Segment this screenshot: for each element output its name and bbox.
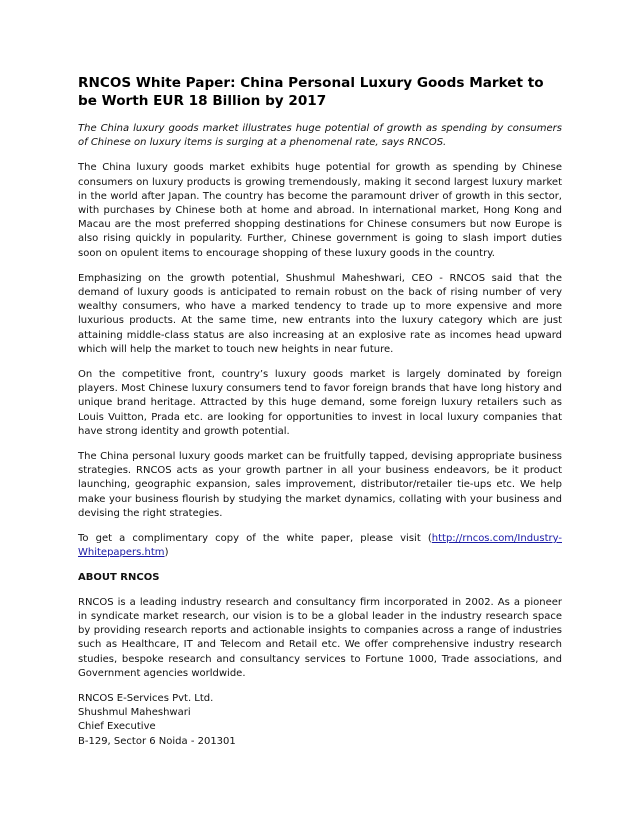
contact-block (78, 692, 562, 749)
copy-request-paragraph (78, 532, 562, 560)
contact-address: B-129, Sector 6 Noida - 201301 (78, 735, 236, 747)
copy-request-close: ) (164, 547, 169, 559)
body-paragraph-competition: On the competitive front, country’s luxury goods market is largely dominated by foreign players. Most Chinese luxury consumers tend to favor foreign brands that have long history and unique brand heritage. Attracted by this huge demand, some foreign luxury retailers such as Louis Vuitton, Prada etc. are looking for opportunities to invest in local luxury companies that have strong identity and growth potential. (78, 369, 562, 437)
body-paragraph-market: The China luxury goods market exhibits huge potential for growth as spending by Chinese consumers on luxury products is growing tremendously, making it second largest luxury market in the world after Japan. The country has become the paramount driver of growth in this sector, with purchases by Chinese both at home and abroad. In international market, Hong Kong and Macau are the most preferred shopping destinations for Chinese consumers but now Europe is also rising quickly in popularity. Further, Chinese government is going to slash import duties soon on opulent items to encourage shopping of these luxury goods in the country. (78, 162, 562, 259)
document-subtitle: The China luxury goods market illustrates huge potential of growth as spending by consumers of Chinese on luxury items is surging at a phenomenal rate, says RNCOS. (78, 123, 562, 149)
contact-role: Chief Executive (78, 721, 156, 733)
contact-name: Shushmul Maheshwari (78, 707, 191, 719)
about-paragraph: RNCOS is a leading industry research and consultancy firm incorporated in 2002. As a pioneer in syndicate market research, our vision is to be a global leader in the industry research space by providing research reports and actionable insights to companies across a range of industries such as Healthcare, IT and Telecom and Retail etc. We offer comprehensive industry research studies, bespoke research and consultancy services to Fortune 1000, Trade associations, and Government agencies worldwide. (78, 596, 562, 679)
contact-company: RNCOS E-Services Pvt. Ltd. (78, 692, 214, 704)
whitepaper-link[interactable]: http://rncos.com/Industry-Whitepapers.htm (78, 533, 562, 559)
body-paragraph-growth: Emphasizing on the growth potential, Shushmul Maheshwari, CEO - RNCOS said that the demand of luxury goods is anticipated to remain robust on the back of rising number of very wealthy consumers, who have a marked tendency to trade up to more expensive and more luxurious products. At the same time, new entrants into the luxury category which are just attaining middle-class status are also increasing at an explosive rate as incomes head upward which will help the market to touch new heights in near future. (78, 272, 562, 355)
body-paragraph-strategy: The China personal luxury goods market can be fruitfully tapped, devising appropriate business strategies. RNCOS acts as your growth partner in all your business endeavors, be it product launching, geographic expansion, sales improvement, distributor/retailer tie-ups etc. We help make your business flourish by studying the market dynamics, collating with your business and devising the right strategies. (78, 451, 562, 519)
document-title: RNCOS White Paper: China Personal Luxury Goods Market to be Worth EUR 18 Billion by 2017 (78, 75, 544, 109)
copy-request-text: To get a complimentary copy of the white paper, please visit ( (78, 533, 432, 545)
about-heading: ABOUT RNCOS (78, 572, 160, 584)
document-page (78, 74, 562, 749)
